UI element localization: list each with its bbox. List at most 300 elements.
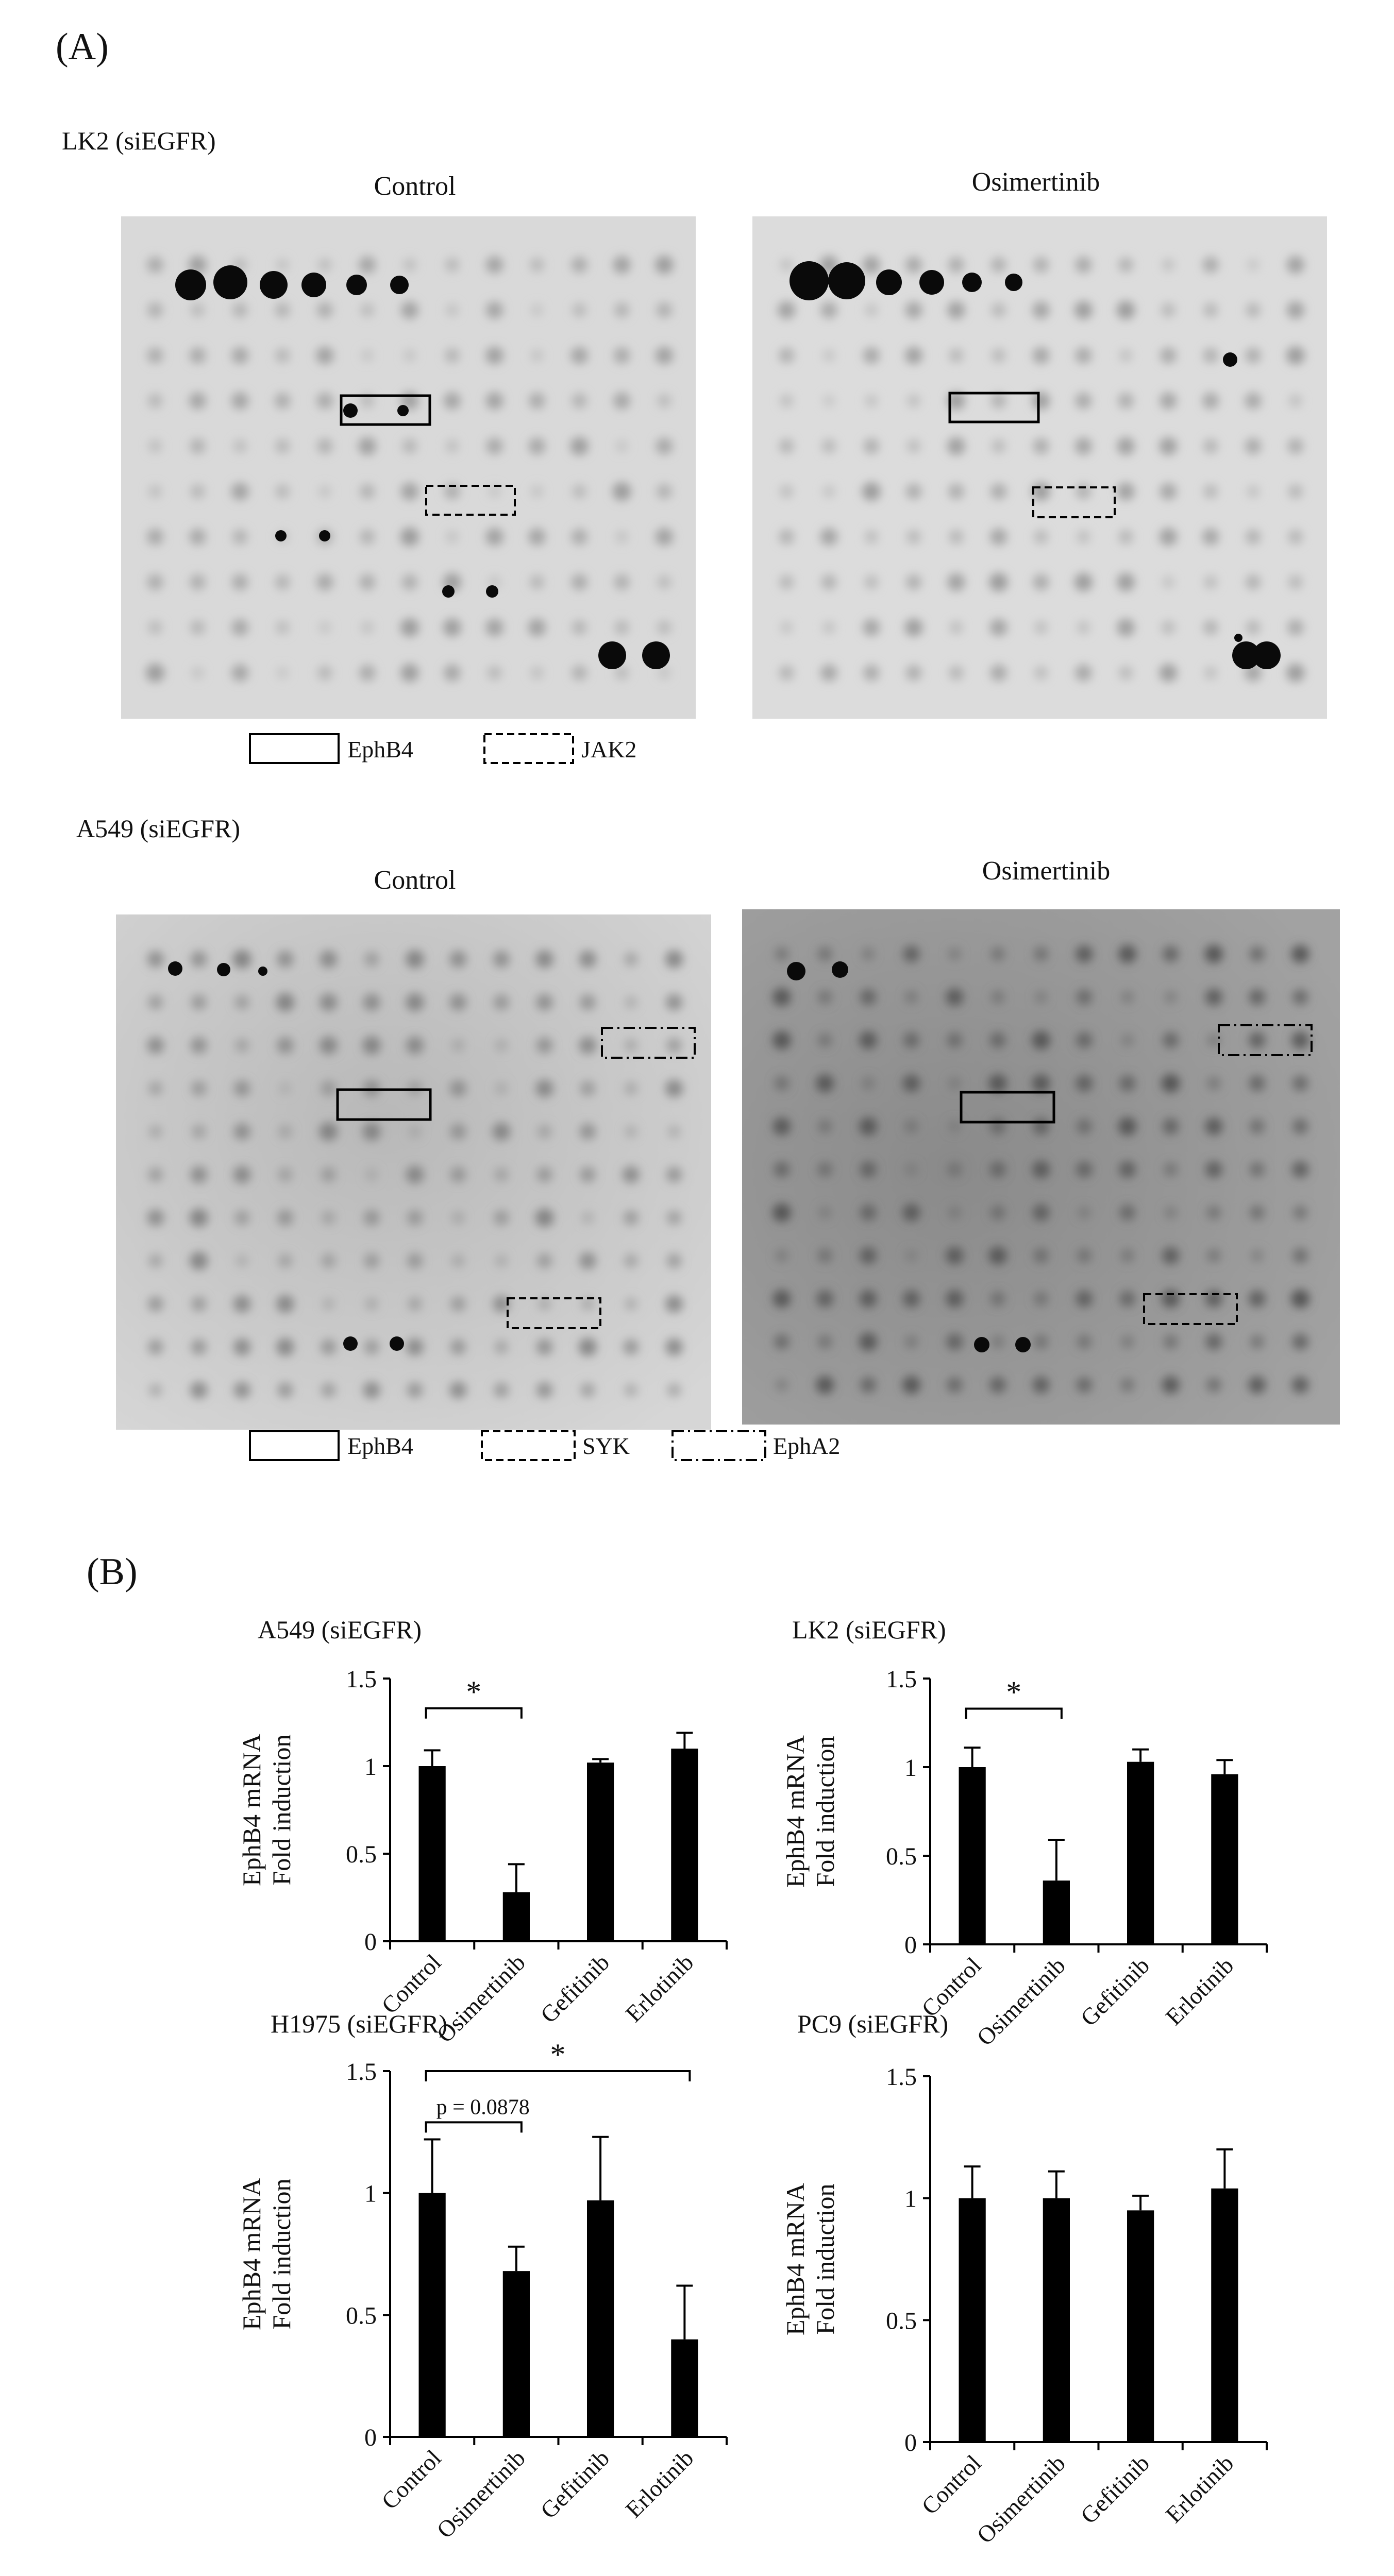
blot-spot (191, 667, 204, 680)
blot-spot (1291, 1290, 1309, 1308)
blot-spot (1246, 529, 1261, 545)
blot-spot (408, 1125, 422, 1138)
blot-spot (572, 484, 586, 499)
blot-spot (1287, 619, 1303, 635)
blot-spot (485, 528, 503, 546)
legend-dashed-swatch (482, 1431, 575, 1460)
significance-label: p = 0.0878 (436, 2095, 530, 2120)
blot-spot (1161, 620, 1175, 634)
blot-spot (1076, 1032, 1093, 1048)
blot-spot (821, 574, 836, 590)
blot-spot (359, 665, 376, 681)
blot-spot (818, 1120, 832, 1133)
y-tick-label: 0 (904, 1931, 917, 1959)
blot-spot (666, 994, 682, 1010)
blot-spot (665, 1080, 683, 1097)
blot-spot (535, 951, 553, 968)
blot-spot (949, 530, 963, 544)
blot-spot (1117, 483, 1135, 500)
blot-spot (780, 621, 793, 634)
blot-spot (1204, 666, 1217, 680)
blot-spot (231, 483, 249, 500)
blot-spot (1159, 664, 1177, 682)
blot-spot (406, 993, 424, 1011)
blot-spot (1160, 528, 1177, 546)
blot-spot (623, 1339, 639, 1354)
blot-spot (364, 952, 379, 967)
blot-spot (991, 393, 1006, 409)
blot-spot (190, 1382, 207, 1399)
blot-spot (1203, 348, 1218, 363)
blot-spot (947, 1032, 962, 1048)
blot-spot (486, 256, 503, 274)
blot-spot (363, 1382, 380, 1399)
blot-spot (1120, 1378, 1134, 1392)
blot-spot (1075, 393, 1091, 409)
blot-spot (863, 619, 880, 636)
blot-spot (1118, 393, 1134, 409)
blot-spot (320, 993, 337, 1011)
blot-spot-strong (343, 1336, 358, 1351)
blot-spot (1032, 1161, 1050, 1178)
blot-spot (190, 438, 205, 454)
blot-spot (903, 1290, 920, 1308)
blot-spot (1292, 989, 1308, 1005)
x-tick-label: Gefitinib (535, 1949, 615, 2028)
blot-spot (778, 301, 795, 319)
blot-spot (231, 664, 248, 681)
blot-spot (486, 392, 503, 410)
blot-spot (1162, 1376, 1179, 1394)
blot-spot (862, 482, 881, 501)
blot-spot (275, 484, 290, 499)
blot-spot (1121, 1335, 1134, 1349)
blot-spot (450, 1080, 466, 1097)
blot-spot (902, 1204, 920, 1221)
blot-spot (772, 1290, 791, 1308)
blot-spot (316, 347, 333, 364)
blot-spot (275, 574, 290, 589)
blot-spot (1032, 482, 1050, 500)
blot-spot (1162, 1290, 1180, 1308)
blot-spot (190, 620, 205, 635)
blot-spot (571, 529, 587, 545)
blot-spot (1246, 303, 1261, 318)
blot-spot-strong (642, 641, 670, 669)
blot-spot (1288, 438, 1304, 454)
blot-spot (1203, 484, 1218, 499)
blot-spot (948, 1120, 961, 1133)
blot-spot (190, 574, 206, 590)
blot-spot (236, 1255, 248, 1267)
blot-spot (275, 302, 290, 317)
blot-spot (1163, 1032, 1179, 1048)
blot-spot (1034, 666, 1048, 680)
blot-spot (1205, 945, 1223, 963)
blot-spot (990, 483, 1006, 499)
blot-spot (450, 1339, 466, 1354)
blot-spot (817, 1162, 832, 1177)
blot-spot (613, 256, 630, 274)
blot-spot (1074, 573, 1093, 591)
blot-spot (1291, 1031, 1309, 1049)
blot-spot (625, 996, 637, 1008)
blot-spot (1288, 575, 1303, 589)
blot-spot (1249, 1291, 1266, 1308)
blot-spot (990, 947, 1004, 961)
x-tick-label: Control (376, 1949, 446, 2019)
blot-spot (495, 1039, 508, 1052)
blot-spot (363, 994, 380, 1011)
blot-spot (277, 951, 293, 968)
blot-spot (234, 1210, 249, 1225)
a549-control-label: Control (374, 866, 456, 895)
blot-spot (1118, 1117, 1136, 1136)
blot-spot (1160, 437, 1178, 455)
blot-spot (191, 1037, 207, 1054)
blot-spot (276, 620, 290, 634)
blot-spot (361, 349, 373, 362)
chart-title: A549 (siEGFR) (258, 1615, 422, 1644)
blot-spot (362, 1123, 380, 1141)
blot-spot (860, 1377, 876, 1393)
blot-spot (1293, 1206, 1307, 1220)
blot-spot (231, 619, 248, 636)
blot-spot (1032, 1204, 1049, 1221)
blot-spot (1250, 1205, 1265, 1220)
blot-spot (400, 664, 418, 682)
blot-spot (613, 393, 630, 410)
blot-spot (408, 1297, 422, 1311)
blot-spot (147, 529, 163, 545)
blot-spot (488, 666, 502, 680)
blot-spot (1205, 1334, 1222, 1350)
blot-spot (234, 995, 249, 1009)
bar (1211, 1774, 1238, 1944)
y-tick-label: 0 (904, 2429, 917, 2456)
blot-spot (1249, 1032, 1265, 1048)
blot-spot (906, 574, 921, 590)
blot-spot (233, 1166, 251, 1183)
blot-spot (1205, 1117, 1222, 1135)
blot-spot (1288, 484, 1303, 499)
blot-spot (321, 1339, 336, 1354)
blot-spot (278, 1167, 292, 1182)
blot-spot (1204, 575, 1218, 589)
blot-spot (190, 1166, 207, 1183)
blot-spot (358, 437, 376, 455)
blot-spot (445, 439, 459, 453)
blot-spot (1033, 347, 1050, 364)
blot-spot-strong (598, 641, 626, 669)
blot-spot (1120, 1249, 1134, 1263)
blot-spot (865, 303, 878, 316)
blot-spot (657, 302, 672, 318)
blot-spot (359, 574, 375, 590)
blot-spot (572, 257, 587, 273)
blot-spot (859, 1333, 877, 1351)
blot-spot (277, 1210, 293, 1226)
blot-spot (1162, 1074, 1180, 1093)
blot-spot (147, 574, 163, 590)
blot-spot (1032, 1074, 1050, 1092)
blot-spot (991, 257, 1006, 273)
blot-spot (665, 951, 683, 968)
blot-spot (818, 990, 832, 1005)
blot-spot (360, 529, 375, 544)
blot-spot (493, 951, 510, 968)
bar (671, 2340, 698, 2437)
lk2-osimertinib-blot (752, 216, 1327, 719)
blot-spot (1246, 574, 1261, 590)
blot-spot (494, 1340, 508, 1354)
blot-spot (1074, 301, 1093, 319)
blot-spot-strong (1015, 1337, 1031, 1352)
blot-spot (1250, 1119, 1265, 1134)
blot-spot (276, 1295, 294, 1313)
blot-spot (1289, 394, 1302, 408)
blot-spot (1205, 1161, 1222, 1178)
bar (1043, 2198, 1070, 2442)
blot-spot (451, 1039, 465, 1052)
blot-spot (1119, 1161, 1136, 1178)
blot-spot (148, 995, 163, 1010)
blot-spot (989, 573, 1008, 591)
blot-spot (948, 1077, 961, 1090)
blot-spot (231, 347, 248, 364)
blot-spot (278, 1254, 292, 1268)
blot-spot (148, 1340, 163, 1354)
blot-spot (1286, 346, 1304, 364)
x-tick-label: Control (376, 2445, 446, 2515)
blot-spot (772, 1204, 791, 1222)
blot-spot (1250, 1162, 1265, 1177)
y-tick-label: 1.5 (886, 1666, 917, 1693)
blot-spot (232, 574, 248, 590)
blot-spot (232, 302, 247, 317)
blot-spot (1119, 1205, 1135, 1221)
blot-spot (1117, 573, 1135, 591)
blot-spot (667, 1211, 681, 1225)
blot-spot (989, 1161, 1006, 1178)
blot-spot (1292, 1248, 1307, 1263)
blot-spot (528, 528, 545, 545)
blot-spot (235, 1038, 249, 1052)
blot-spot (1118, 945, 1136, 963)
a549-section-title: A549 (siEGFR) (76, 814, 241, 843)
blot-spot (624, 1039, 637, 1052)
blot-spot (780, 258, 793, 272)
blot-spot (1247, 259, 1259, 271)
x-tick-label: Osimertinib (431, 1949, 530, 2048)
blot-spot (946, 1290, 963, 1308)
blot-spot (948, 484, 964, 500)
blot-spot (579, 1338, 597, 1356)
blot-spot (572, 620, 587, 635)
blot-spot (149, 1384, 162, 1397)
blot-spot (580, 1081, 595, 1096)
bar (587, 1762, 614, 1941)
blot-spot-strong (217, 963, 230, 976)
blot-spot (571, 347, 588, 364)
blot-spot-strong (1234, 634, 1242, 642)
legend-syk-label: SYK (582, 1433, 630, 1459)
blot-spot (818, 1248, 832, 1263)
blot-spot (779, 665, 794, 680)
blot-spot (495, 1082, 508, 1095)
blot-spot-strong (213, 265, 247, 299)
blot-spot (992, 348, 1006, 363)
bar (1127, 1762, 1154, 1944)
blot-spot (321, 1167, 336, 1182)
significance-bracket (426, 2071, 690, 2081)
blot-spot (570, 437, 589, 455)
blot-spot (775, 1076, 790, 1091)
blot-spot (494, 1383, 509, 1398)
blot-spot (275, 439, 290, 454)
lk2-osimertinib-label: Osimertinib (971, 167, 1100, 197)
blot-spot-strong (346, 275, 367, 295)
blot-spot (1033, 1248, 1048, 1263)
blot-spot (191, 1296, 206, 1311)
blot-spot (816, 1376, 834, 1394)
blot-spot (989, 1377, 1006, 1393)
blot-spot (863, 256, 880, 274)
blot-spot (865, 394, 878, 407)
blot-spot (449, 994, 466, 1011)
blot-spot (774, 1334, 790, 1350)
blot-spot (775, 947, 788, 961)
blot-spot-strong (258, 967, 267, 976)
blot-spot (1292, 1334, 1308, 1350)
a549-osimertinib-label: Osimertinib (982, 856, 1111, 886)
blot-spot (614, 620, 629, 635)
blot-spot (148, 439, 162, 453)
blot-spot (147, 302, 163, 318)
blot-spot (530, 349, 543, 362)
blot-spot (278, 1382, 293, 1398)
blot-spot (191, 994, 207, 1010)
a549-legend (250, 1431, 840, 1460)
y-tick-label: 1.5 (346, 2058, 377, 2086)
blot-spot (1032, 1031, 1050, 1049)
blot-spot (572, 393, 587, 409)
blot-spot (191, 1339, 207, 1354)
blot-spot (947, 573, 965, 591)
blot-spot (614, 302, 629, 317)
blot-spot (530, 258, 544, 272)
a549-osimertinib-blot (742, 909, 1340, 1425)
blot-spot (450, 1167, 466, 1183)
blot-spot (443, 619, 461, 637)
blot-spot (402, 574, 418, 590)
lk2-control-blot (121, 216, 696, 719)
a549-control-blot (116, 914, 711, 1430)
blot-spot (318, 485, 331, 498)
blot-spot (1251, 1249, 1263, 1262)
x-tick-label: Control (916, 2450, 986, 2520)
blot-spot (1076, 484, 1091, 499)
blot-spot (1119, 1075, 1135, 1091)
blot-spot (1249, 1075, 1265, 1091)
blot-spot (779, 529, 794, 545)
blot-spot (400, 618, 419, 637)
blot-spot (820, 302, 837, 318)
x-tick-label: Erlotinib (1160, 1952, 1239, 2030)
y-axis-label: EphB4 mRNAFold induction (237, 2178, 296, 2330)
blot-spot (529, 393, 545, 409)
bar (419, 2193, 446, 2437)
legend-dashed-swatch (484, 734, 573, 763)
blot-spot (579, 951, 597, 968)
blot-spot (667, 1253, 682, 1268)
blot-spot (147, 257, 163, 273)
blot-spot (190, 484, 205, 499)
blot-spot (536, 994, 552, 1010)
blot-spot (1034, 621, 1048, 634)
blot-spot (991, 1335, 1004, 1348)
blot-spot (860, 1205, 877, 1221)
blot-spot (1245, 438, 1262, 454)
blot-spot (779, 439, 794, 454)
blot-spot (445, 258, 459, 272)
y-axis-label: EphB4 mRNAFold induction (237, 1734, 296, 1886)
blot-spot (1077, 1334, 1091, 1349)
blot-spot (902, 1376, 920, 1394)
blot-spot (903, 946, 919, 962)
blot-spot (990, 528, 1007, 545)
blot-spot (407, 1253, 423, 1269)
blot-spot (407, 1210, 423, 1225)
blot-spot-strong (168, 961, 182, 976)
blot-spot-strong (390, 276, 409, 294)
blot-spot (949, 621, 963, 634)
blot-spot-strong (175, 269, 206, 300)
blot-spot (906, 665, 922, 681)
blot-spot (860, 1161, 876, 1178)
blot-spot (191, 951, 207, 968)
blot-spot (362, 1036, 381, 1055)
blot-spot (444, 665, 461, 682)
blot-spot (822, 395, 835, 407)
blot-spot (538, 1297, 551, 1310)
blot-spot (580, 994, 596, 1010)
blot-spot (860, 989, 877, 1006)
blot-spot (1117, 619, 1134, 636)
blot-spot (190, 1252, 208, 1270)
blot-spot (1034, 1292, 1048, 1306)
blot-spot (537, 1253, 552, 1268)
blot-spot (948, 257, 964, 273)
blot-spot (233, 1338, 250, 1355)
blot-spot (276, 993, 295, 1012)
blot-spot (774, 1162, 790, 1178)
y-axis-label: EphB4 mRNAFold induction (781, 2183, 839, 2335)
blot-spot (1162, 258, 1174, 271)
blot-spot (864, 438, 879, 454)
x-tick-label: Gefitinib (535, 2445, 615, 2524)
blot-spot (494, 1210, 509, 1226)
blot-spot (780, 394, 793, 408)
blot-spot (530, 666, 544, 680)
blot-spot (1077, 1377, 1093, 1393)
blot-spot (191, 303, 205, 317)
blot-spot (444, 392, 461, 409)
blot-spot (1033, 1118, 1049, 1134)
blot-spot (905, 1249, 917, 1262)
blot-spot (623, 1166, 640, 1183)
blot-spot (529, 438, 546, 455)
